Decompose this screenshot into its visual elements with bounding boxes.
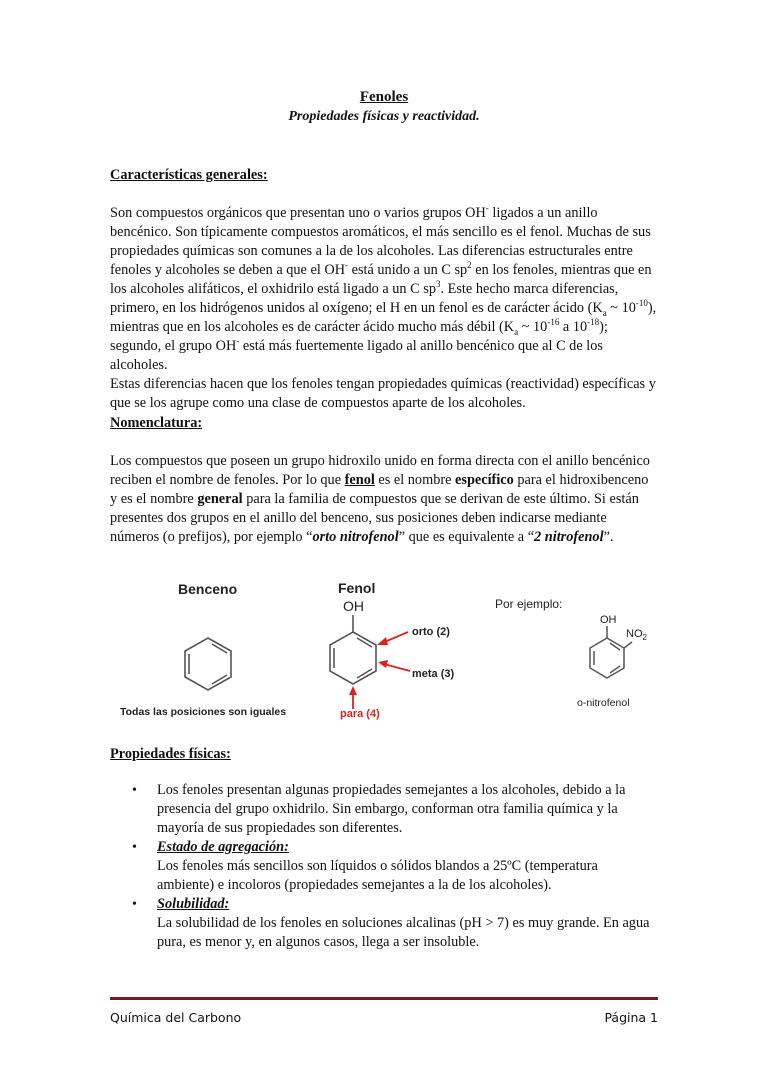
section-general <box>110 166 658 413</box>
section-nomenclatura <box>110 414 658 547</box>
list-item-label: Solubilidad: <box>157 896 230 912</box>
term-2-nitrofenol: 2 nitrofenol <box>534 529 604 545</box>
list-item-text: La solubilidad de los fenoles en soluciones alcalinas (pH > 7) es muy grande. En agua pura, es menor y, en algunos casos, llega a ser insoluble. <box>157 915 650 950</box>
benceno-title: Benceno <box>178 581 238 597</box>
nomenclatura-paragraph <box>110 452 658 547</box>
list-item-text: Los fenoles presentan algunas propiedades semejantes a los alcoholes, debido a la presencia del grupo oxhidrilo. Sin embargo, conforman otra familia química y la mayoría de sus propiedades son diferentes. <box>157 782 626 836</box>
text-run: ), mientras que en los alcoholes es de carácter ácido mucho más débil (K <box>110 300 657 335</box>
list-item <box>110 895 658 952</box>
superscript: - <box>345 260 349 271</box>
section-heading-propiedades: Propiedades físicas: <box>110 746 231 762</box>
label-meta: meta (3) <box>412 668 455 680</box>
text-run: a 10 <box>559 319 588 335</box>
fenol-oh-label: OH <box>343 598 364 614</box>
ex-no2-text: NO <box>626 628 643 640</box>
bullet: • <box>132 783 137 798</box>
text-run: para el hidroxibenceno y es el nombre <box>110 472 649 507</box>
ex-no2-label <box>626 628 648 642</box>
text-run: . Este hecho marca diferencias, primero, en los hidrógenos unidos al oxígeno; el H en un fenol es de carácter ácido (K <box>110 281 619 316</box>
general-paragraph-1 <box>110 204 658 375</box>
superscript: -16 <box>547 317 560 328</box>
superscript: 3 <box>435 279 441 290</box>
arrow-orto <box>377 637 388 645</box>
benzene-ring <box>185 638 231 690</box>
arrow-para <box>349 686 357 695</box>
arrow-meta <box>378 660 388 668</box>
text-run: en los fenoles, mientras que en los alcoholes alifáticos, el oxhidrilo está ligado a un C sp <box>110 262 652 297</box>
text-run: ~ 10 <box>518 319 548 335</box>
ex-no2-sub: 2 <box>642 633 647 642</box>
superscript: -10 <box>635 298 648 309</box>
subscript: a <box>514 326 519 337</box>
term-orto-nitrofenol: orto nitrofenol <box>312 529 399 545</box>
superscript: -18 <box>587 317 600 328</box>
superscript: - <box>236 336 240 347</box>
ejemplo-label: Por ejemplo: <box>495 597 563 611</box>
text-run: ”. <box>603 529 614 545</box>
document-title: Fenoles <box>359 89 409 105</box>
ex-caption: o-nitrofenol <box>577 697 630 709</box>
position-arrows <box>349 632 410 709</box>
list-item <box>110 838 658 895</box>
section-heading-nomenclatura: Nomenclatura: <box>110 415 203 431</box>
bullet: • <box>132 897 137 912</box>
text-run: ~ 10 <box>606 300 636 316</box>
bullet: • <box>132 840 137 855</box>
section-heading-general: Características generales: <box>110 167 268 183</box>
text-run: está unido a un C sp <box>348 262 468 278</box>
term-general: general <box>197 491 243 507</box>
phenol-structures-figure <box>110 574 658 724</box>
phenol-ring <box>330 615 376 684</box>
subscript: a <box>602 307 607 318</box>
superscript: 2 <box>467 260 472 271</box>
superscript: - <box>485 203 489 214</box>
footer-left-text: Química del Carbono <box>110 1010 242 1025</box>
text-run: ); segundo, el grupo OH <box>110 319 608 354</box>
section-propiedades <box>110 745 658 952</box>
label-orto: orto (2) <box>412 626 450 638</box>
text-run: Son compuestos orgánicos que presentan uno o varios grupos OH <box>110 205 486 221</box>
list-item <box>110 781 658 838</box>
list-item-label: Estado de agregación: <box>157 839 289 855</box>
document-subtitle: Propiedades físicas y reactividad. <box>288 109 480 124</box>
list-item-text: Los fenoles más sencillos son líquidos o sólidos blandos a 25ºC (temperatura ambiente) e incoloros (propiedades semejantes a la de los alcoholes). <box>157 858 598 893</box>
text-run: ” que es equivalente a “ <box>398 529 535 545</box>
structures-svg <box>110 574 658 724</box>
fenol-title: Fenol <box>338 580 376 596</box>
text-run: Los compuestos que poseen un grupo hidroxilo unido en forma directa con el anillo bencénico reciben el nombre de fenoles. Por lo que <box>110 453 650 488</box>
general-paragraph-2: Estas diferencias hacen que los fenoles tengan propiedades químicas (reactividad) específicas y que se los agrupe como una clase de compuestos aparte de los alcoholes. <box>110 376 656 411</box>
text-run: es el nombre <box>374 472 456 488</box>
footer-page-number: Página 1 <box>604 1010 658 1025</box>
text-run: está más fuertemente ligado al anillo bencénico que al C de los alcoholes. <box>110 338 603 373</box>
term-fenol: fenol <box>344 472 375 488</box>
footer-rule <box>110 997 658 1000</box>
term-especifico: específico <box>455 472 514 488</box>
propiedades-list <box>110 781 658 952</box>
label-para: para (4) <box>340 708 380 720</box>
text-run: para la familia de compuestos que se derivan de este último. Si están presentes dos grupos en el anillo del benceno, sus posiciones deben indicarse mediante números (o prefijos), por ejemplo “ <box>110 491 639 545</box>
ex-oh-label: OH <box>600 614 617 626</box>
text-run: ligados a un anillo bencénico. Son típicamente compuestos aromáticos, el más sencillo es el fenol. Muchas de sus propiedades químicas son comunes a la de los alcoholes. Las diferencias estructurales entre fenoles y alcoholes se deben a que el OH <box>110 205 651 278</box>
benceno-caption: Todas las posiciones son iguales <box>120 706 287 718</box>
